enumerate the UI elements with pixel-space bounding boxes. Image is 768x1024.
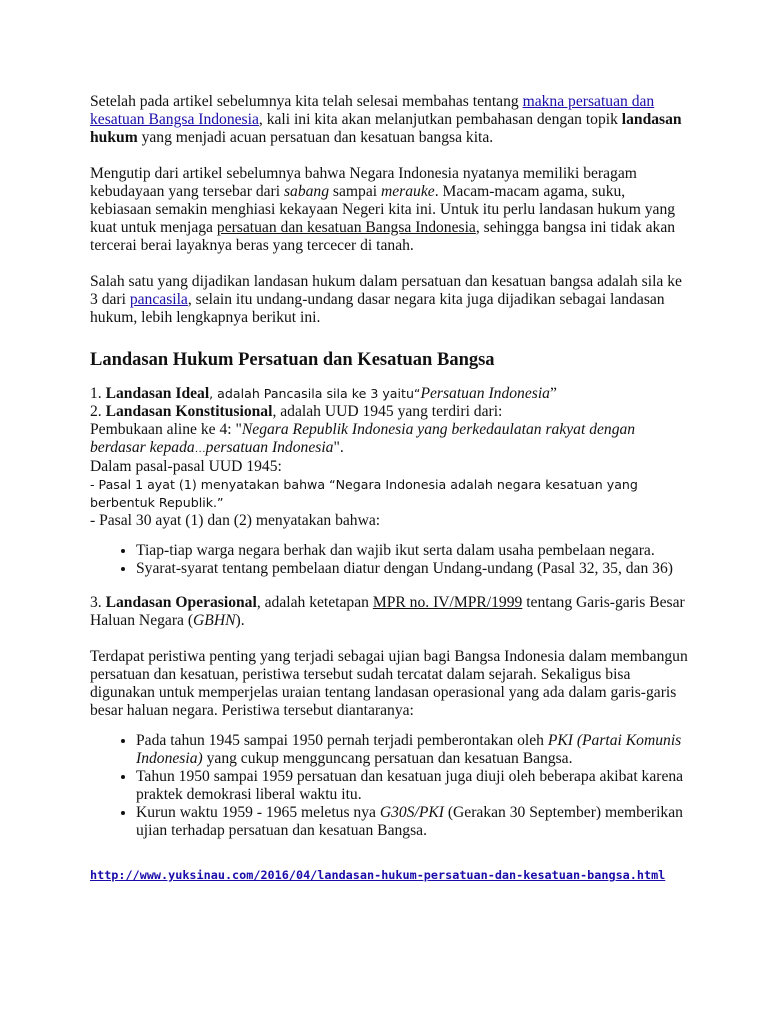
document-page [90, 93, 690, 884]
item3-title: Landasan Operasional [105, 594, 257, 611]
pembukaan-prefix: Pembukaan aline ke 4: " [90, 421, 242, 438]
item3-number: 3. [90, 594, 106, 611]
pembukaan-line [90, 421, 690, 458]
list-item [136, 804, 690, 840]
item3-underline-mpr[interactable]: MPR no. IV/MPR/1999 [372, 594, 523, 611]
pancasila-text-2: , selain itu undang-undang dasar negara kita juga dijadikan sebagai landasan hukum, lebih lengkapnya berikut ini. [90, 291, 665, 326]
pembukaan-suffix: ". [333, 439, 344, 456]
section-heading: Landasan Hukum Persatuan dan Kesatuan Bangsa [90, 350, 495, 370]
culture-underline-persatuan[interactable]: persatuan dan kesatuan Bangsa Indonesia [216, 219, 476, 236]
item3-text-1: , adalah ketetapan [256, 594, 373, 611]
culture-italic-sabang: sabang [283, 183, 330, 200]
intro-paragraph [90, 93, 690, 147]
item1-title: Landasan Ideal [105, 385, 210, 402]
intro-bold-landasan-hukum: landasan hukum [90, 111, 682, 146]
link-pancasila[interactable]: pancasila [129, 291, 188, 308]
pembukaan-quote-2: persatuan Indonesia [205, 439, 334, 456]
item-landasan-konstitusional [90, 403, 690, 421]
item3-italic-gbhn: GBHN [193, 612, 236, 629]
pancasila-text-1: Salah satu yang dijadikan landasan hukum dalam persatuan dan kesatuan bangsa adalah sila ke 3 dari [90, 273, 682, 308]
event1-text-2: yang cukup mengguncang persatuan dan kesatuan Bangsa. [202, 750, 573, 767]
item2-number: 2. [90, 403, 106, 420]
item2-title: Landasan Konstitusional [105, 403, 273, 420]
item3-text-3: ). [235, 612, 245, 629]
pasal-30-list [90, 542, 690, 578]
item-landasan-ideal [90, 385, 690, 403]
item1-italic: Persatuan Indonesia [420, 385, 550, 402]
event3-text-1: Kurun waktu 1959 - 1965 meletus nya [136, 804, 380, 821]
events-intro-paragraph: Terdapat peristiwa penting yang terjadi sebagai ujian bagi Bangsa Indonesia dalam membangun persatuan dan kesatuan, peristiwa tersebut sudah tercatat dalam sejarah. Sekaligus bisa digunakan untuk memperjelas uraian tentang landasan operasional yang ada dalam garis-garis besar haluan negara. Peristiwa tersebut diantaranya: [90, 648, 688, 719]
intro-text-3: yang menjadi acuan persatuan dan kesatuan bangsa kita. [137, 129, 494, 146]
event1-text-1: Pada tahun 1945 sampai 1950 pernah terjadi pemberontakan oleh [136, 732, 548, 749]
source-url-link[interactable]: http://www.yuksinau.com/2016/04/landasan-hukum-persatuan-dan-kesatuan-bangsa.html [90, 868, 666, 882]
culture-text-3: . Macam-macam agama, suku, kebiasaan semakin menghiasi kekayaan Negeri kita ini. Untuk itu perlu landasan hukum yang kuat untuk menjaga [90, 183, 676, 236]
list-item: • Tahun 1950 sampai 1959 persatuan dan kesatuan juga diuji oleh beberapa akibat karena praktek demokrasi liberal waktu itu. [136, 768, 690, 804]
event3-italic-g30s: G30S/PKI [379, 804, 444, 821]
intro-text-1: Setelah pada artikel sebelumnya kita telah selesai membahas tentang [90, 93, 523, 110]
pasal-intro: Dalam pasal-pasal UUD 1945: [90, 458, 282, 475]
item-landasan-operasional [90, 594, 690, 630]
item1-close-quote: ” [549, 385, 557, 402]
pasal-30-line: - Pasal 30 ayat (1) dan (2) menyatakan bahwa: [90, 512, 381, 529]
intro-text-2: , kali ini kita akan melanjutkan pembahasan dengan topik [258, 111, 622, 128]
pembukaan-quote: Negara Republik Indonesia yang berkedaulatan rakyat dengan berdasar kepada [90, 421, 636, 456]
culture-text-1: Mengutip dari artikel sebelumnya bahwa Negara Indonesia nyatanya memiliki beragam kebudayaan yang tersebar dari [90, 165, 637, 200]
pasal-1-line: - Pasal 1 ayat (1) menyatakan bahwa “Negara Indonesia adalah negara kesatuan yang berbentuk Republik.” [90, 477, 638, 510]
list-item: • Tiap-tiap warga negara berhak dan wajib ikut serta dalam usaha pembelaan negara. [136, 542, 690, 560]
pembukaan-ellipsis: … [194, 443, 206, 455]
item1-text: , adalah Pancasila sila ke 3 yaitu“ [209, 386, 421, 401]
link-makna-persatuan[interactable]: makna persatuan dan kesatuan Bangsa Indonesia [90, 93, 655, 128]
culture-text-2: sampai [329, 183, 381, 200]
culture-italic-merauke: merauke [381, 183, 435, 200]
culture-paragraph [90, 165, 690, 255]
list-item: • Syarat-syarat tentang pembelaan diatur dengan Undang-undang (Pasal 32, 35, dan 36) [136, 560, 690, 578]
events-list [90, 732, 690, 840]
item2-text: , adalah UUD 1945 yang terdiri dari: [272, 403, 503, 420]
event3-text-2: (Gerakan 30 September) memberikan ujian terhadap persatuan dan kesatuan Bangsa. [136, 804, 683, 839]
item1-number: 1. [90, 385, 106, 402]
list-item [136, 732, 690, 768]
event1-italic-pki: PKI (Partai Komunis Indonesia) [136, 732, 682, 767]
pancasila-paragraph [90, 273, 690, 327]
culture-text-4: , sehingga bangsa ini tidak akan tercerai berai layaknya beras yang tercecer di tanah. [90, 219, 676, 254]
item3-text-2: tentang Garis-garis Besar Haluan Negara ( [90, 594, 685, 629]
